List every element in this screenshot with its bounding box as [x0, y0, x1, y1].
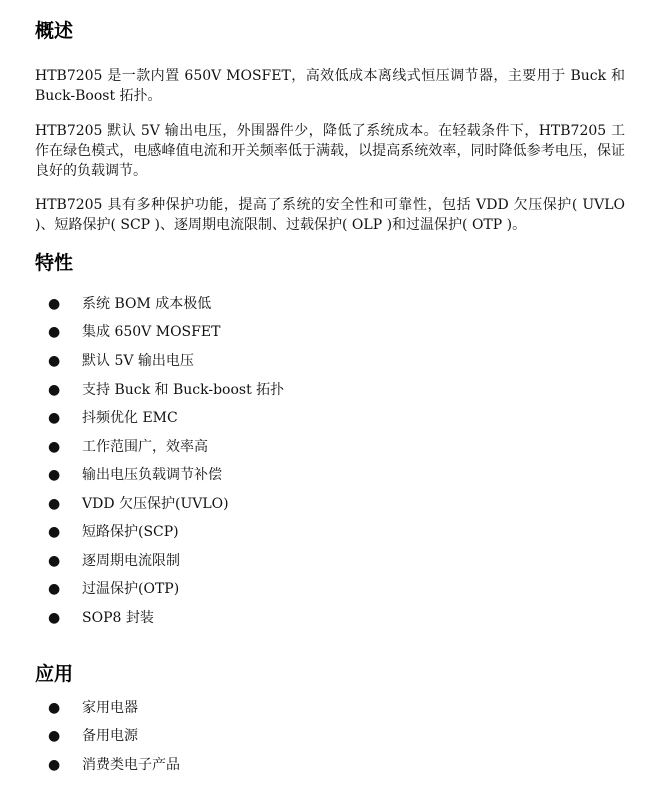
bullet-icon: ●: [48, 581, 61, 597]
list-item: 家用电器: [82, 700, 138, 716]
bullet-icon: ●: [48, 382, 61, 398]
list-item: 输出电压负载调节补偿: [82, 467, 222, 483]
bullet-icon: ●: [48, 324, 61, 340]
overview-paragraph-3: HTB7205 具有多种保护功能，提高了系统的安全性和可靠性，包括 VDD 欠压保护( UVLO )、短路保护( SCP )、逐周期电流限制、过载保护( OLP )和过温保护( OTP )。: [35, 197, 625, 233]
bullet-icon: ●: [48, 296, 61, 312]
features-heading: 特性: [35, 252, 74, 274]
list-item: 系统 BOM 成本极低: [82, 296, 212, 312]
bullet-icon: ●: [48, 610, 61, 626]
list-item: 抖频优化 EMC: [82, 410, 178, 426]
bullet-icon: ●: [48, 467, 61, 483]
list-item: 工作范围广，效率高: [82, 439, 208, 455]
list-item: 逐周期电流限制: [82, 553, 180, 569]
overview-paragraph-1: HTB7205 是一款内置 650V MOSFET，高效低成本离线式恒压调节器，主要用于 Buck 和 Buck-Boost 拓扑。: [35, 68, 625, 104]
bullet-icon: ●: [48, 496, 61, 512]
applications-heading: 应用: [35, 663, 74, 685]
list-item: SOP8 封装: [82, 610, 154, 626]
bullet-icon: ●: [48, 728, 61, 744]
list-item: 集成 650V MOSFET: [82, 324, 221, 340]
list-item: 消费类电子产品: [82, 757, 180, 773]
list-item: 默认 5V 输出电压: [82, 353, 194, 369]
bullet-icon: ●: [48, 757, 61, 773]
list-item: 短路保护(SCP): [82, 524, 179, 540]
list-item: 备用电源: [82, 728, 138, 744]
list-item: VDD 欠压保护(UVLO): [82, 496, 229, 512]
bullet-icon: ●: [48, 700, 61, 716]
overview-paragraph-2: HTB7205 默认 5V 输出电压，外围器件少，降低了系统成本。在轻载条件下，HTB7205 工作在绿色模式，电感峰值电流和开关频率低于满载，以提高系统效率，同时降低参考电压，保证良好的负载调节。: [35, 123, 625, 179]
overview-heading: 概述: [35, 20, 74, 42]
list-item: 过温保护(OTP): [82, 581, 180, 597]
bullet-icon: ●: [48, 524, 61, 540]
bullet-icon: ●: [48, 439, 61, 455]
list-item: 支持 Buck 和 Buck-boost 拓扑: [82, 382, 285, 398]
bullet-icon: ●: [48, 353, 61, 369]
bullet-icon: ●: [48, 410, 61, 426]
bullet-icon: ●: [48, 553, 61, 569]
